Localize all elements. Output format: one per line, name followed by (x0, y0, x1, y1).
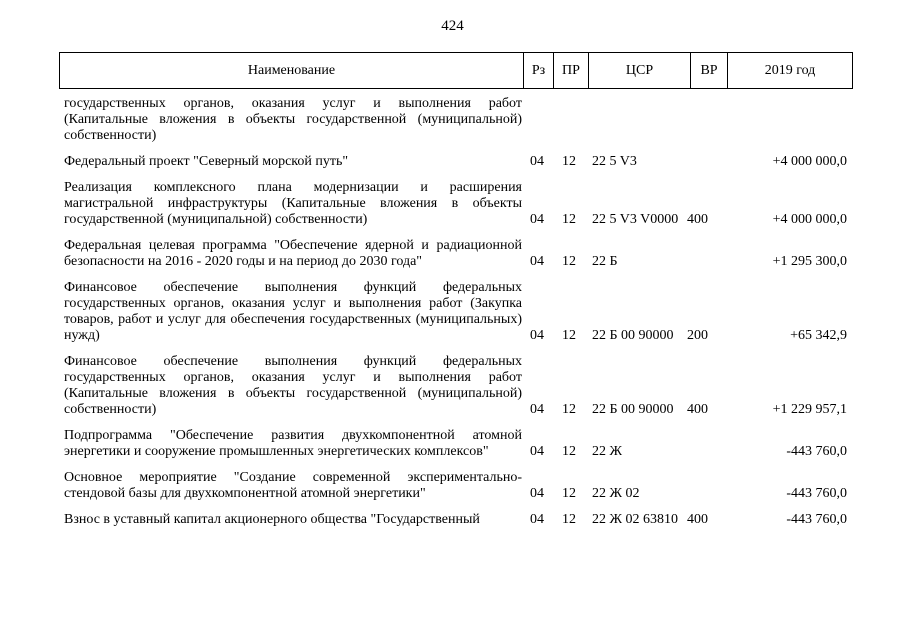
header-rz: Рз (524, 53, 554, 89)
table-row (59, 428, 847, 460)
row-pr: 12 (562, 444, 576, 459)
row-csr: 22 Б (592, 254, 618, 269)
row-rz: 04 (530, 254, 544, 269)
row-amount: +65 342,9 (790, 328, 847, 343)
row-csr: 22 Ж 02 63810 (592, 512, 679, 527)
row-csr: 22 5 V3 (592, 154, 637, 169)
table-row (59, 154, 847, 170)
header-name: Наименование (60, 53, 524, 89)
table-row (59, 238, 847, 270)
table-header (59, 52, 853, 89)
table-row (59, 96, 847, 144)
row-vr: 400 (687, 512, 708, 527)
row-rz: 04 (530, 328, 544, 343)
row-pr: 12 (562, 512, 576, 527)
row-vr: 400 (687, 402, 708, 417)
row-pr: 12 (562, 212, 576, 227)
row-rz: 04 (530, 212, 544, 227)
header-pr: ПР (554, 53, 589, 89)
row-csr: 22 Б 00 90000 (592, 402, 674, 417)
row-amount: +1 229 957,1 (772, 402, 847, 417)
row-pr: 12 (562, 154, 576, 169)
row-csr: 22 Ж (592, 444, 623, 459)
row-pr: 12 (562, 402, 576, 417)
row-amount: -443 760,0 (786, 486, 847, 501)
row-pr: 12 (562, 486, 576, 501)
row-pr: 12 (562, 328, 576, 343)
row-rz: 04 (530, 154, 544, 169)
row-name: Взнос в уставный капитал акционерного общества "Государственный (64, 512, 480, 527)
row-pr: 12 (562, 254, 576, 269)
row-name: Финансовое обеспечение выполнения функций федеральных государственных органов, оказания услуг и выполнения работ (Капитальные вложения в объекты государственной (муниципальной) собственности) (64, 354, 522, 417)
row-name: государственных органов, оказания услуг и выполнения работ (Капитальные вложения в объекты государственной (муниципальной) собственности) (64, 96, 522, 143)
table-row (59, 280, 847, 344)
row-rz: 04 (530, 402, 544, 417)
page-number: 424 (441, 18, 464, 34)
row-csr: 22 Б 00 90000 (592, 328, 674, 343)
row-name: Реализация комплексного плана модернизации и расширения магистральной инфраструктуры (Капитальные вложения в объекты государственной (муниципальной) собственности) (64, 180, 522, 227)
row-name: Федеральный проект "Северный морской путь" (64, 154, 349, 169)
row-csr: 22 5 V3 V0000 (592, 212, 679, 227)
row-vr: 400 (687, 212, 708, 227)
row-amount: -443 760,0 (786, 512, 847, 527)
header-csr: ЦСР (589, 53, 691, 89)
row-rz: 04 (530, 486, 544, 501)
row-amount: -443 760,0 (786, 444, 847, 459)
row-amount: +4 000 000,0 (772, 154, 847, 169)
row-name: Федеральная целевая программа "Обеспечение ядерной и радиационной безопасности на 2016 - 2020 годы и на период до 2030 года" (64, 238, 522, 269)
row-rz: 04 (530, 444, 544, 459)
table-row (59, 470, 847, 502)
row-name: Подпрограмма "Обеспечение развития двухкомпонентной атомной энергетики и сооружение промышленных энергетических комплексов" (64, 428, 522, 459)
row-csr: 22 Ж 02 (592, 486, 640, 501)
row-amount: +1 295 300,0 (772, 254, 847, 269)
row-amount: +4 000 000,0 (772, 212, 847, 227)
row-rz: 04 (530, 512, 544, 527)
table-row (59, 512, 847, 528)
table-row (59, 354, 847, 418)
row-name: Финансовое обеспечение выполнения функций федеральных государственных органов, оказания услуг и выполнения работ (Закупка товаров, работ и услуг для обеспечения государственных (муниципальных) нужд) (64, 280, 522, 343)
row-name: Основное мероприятие "Создание современной экспериментально-стендовой базы для двухкомпонентной атомной энергетики" (64, 470, 522, 501)
header-year: 2019 год (728, 53, 853, 89)
row-vr: 200 (687, 328, 708, 343)
table-body (59, 96, 847, 538)
table-row (59, 180, 847, 228)
header-vr: ВР (691, 53, 728, 89)
